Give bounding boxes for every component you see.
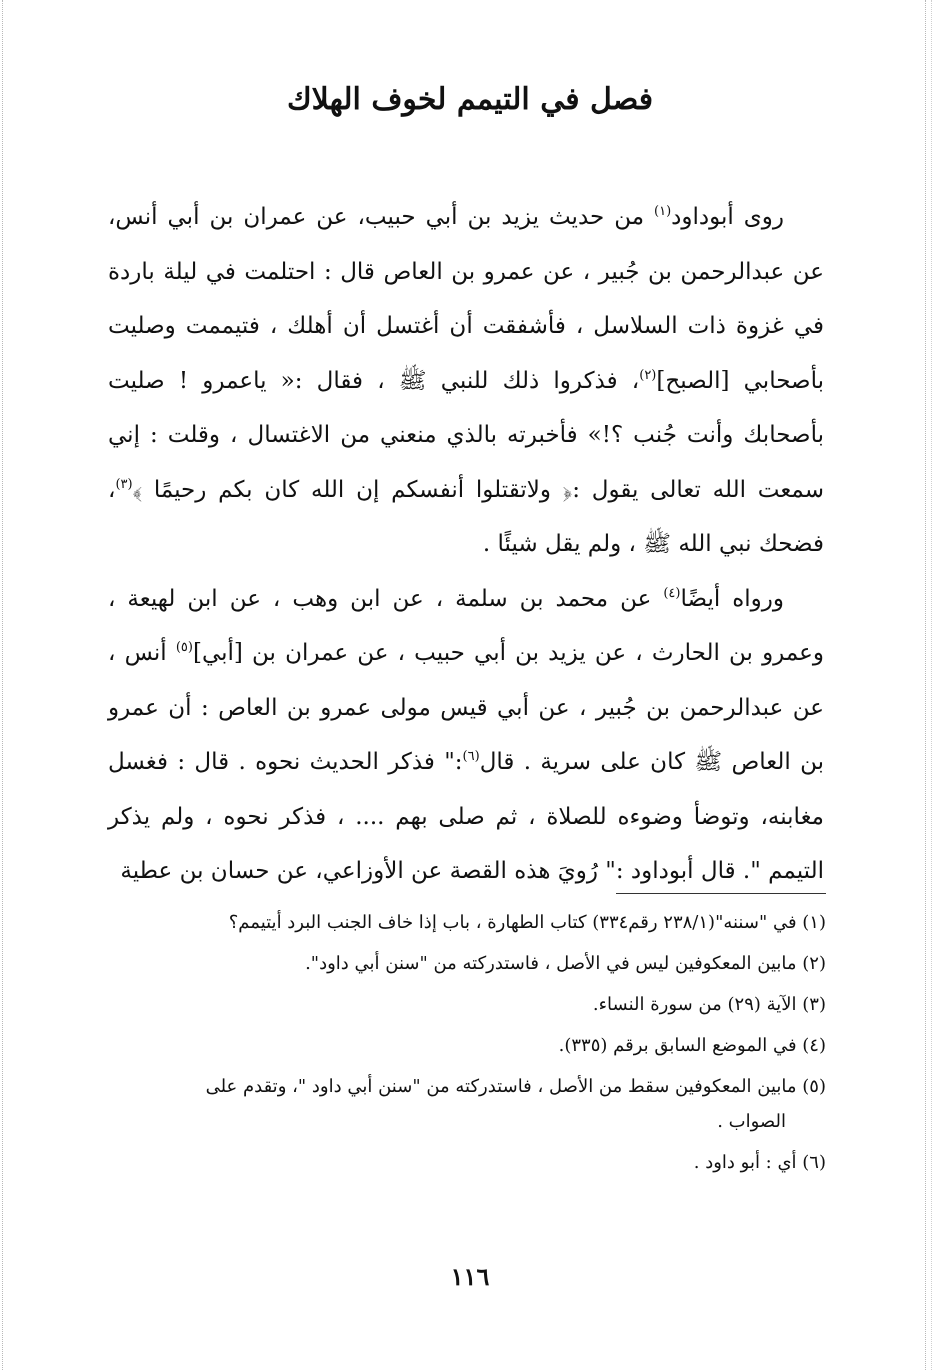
footnote-ref: (٤) <box>663 585 681 601</box>
footnote-2: (٢) مابين المعكوفين ليس في الأصل ، فاستدركته من "سنن أبي داود". <box>305 953 826 974</box>
text-run: ورواه أيضًا <box>680 585 784 612</box>
footnotes <box>108 905 826 1186</box>
footnote-ref: (٢) <box>639 367 657 383</box>
footnote-ref: (٦) <box>462 749 480 764</box>
text-run: روى أبوداود <box>671 204 785 230</box>
footnote-ref: (٣) <box>115 476 133 492</box>
text-run: عن محمد بن سلمة ، عن ابن وهب ، عن ابن لهيعة ، وعمرو بن الحارث ، عن يزيد بن أبي حبيب ، عن عمران بن [أبي] <box>108 585 824 666</box>
text-run: :" فذكر الحديث نحوه . قال : فغسل مغابنه، وتوضأ وضوءه للصلاة ، ثم صلى بهم .... ، فذكر نحوه ، ولم يذكر التيمم ". قال أبوداود :" رُويَ هذه القصة عن الأوزاعي، عن حسان بن عطية <box>108 749 824 884</box>
main-text <box>108 190 824 899</box>
footnote-3: (٣) الآية (٢٩) من سورة النساء. <box>592 994 826 1015</box>
footnote-ref: (١) <box>654 204 672 219</box>
text-run: ، فضحك نبي الله ﷺ ، ولم يقل شيئًا . <box>108 476 824 557</box>
paragraph-1 <box>108 190 824 572</box>
footnote-5-continuation: الصواب . <box>717 1111 786 1132</box>
text-run: من حديث يزيد بن أبي حبيب، عن عمران بن أبي أنس، عن عبدالرحمن بن جُبير ، عن عمرو بن العاص قال : احتلمت في ليلة باردة في غزوة ذات السلاسل ، فأشفقت أن أغتسل أن أهلك ، فتيممت وصليت بأصحابي [الصبح] <box>108 204 824 394</box>
scan-edge-left <box>2 0 3 1370</box>
scan-edge-right <box>925 0 926 1370</box>
paragraph-2 <box>108 572 824 899</box>
page-number: ١١٦ <box>450 1262 490 1291</box>
footnote-5: (٥) مابين المعكوفين سقط من الأصل ، فاستدركته من "سنن أبي داود "، وتقدم على <box>205 1076 826 1097</box>
footnote-separator <box>616 893 826 894</box>
footnote-ref: (٥) <box>175 640 193 655</box>
footnote-1: (١) في "سننه"(٢٣٨/١ رقم٣٣٤) كتاب الطهارة ، باب إذا خاف الجنب البرد أيتيمم؟ <box>228 912 826 933</box>
scan-edge-right-outer <box>931 0 932 1370</box>
footnote-4: (٤) في الموضع السابق برقم (٣٣٥). <box>558 1035 826 1056</box>
text-run: ، فذكروا ذلك للنبي ﷺ ، فقال :« ياعمرو ! صليت بأصحابك وأنت جُنب ؟!» فأخبرته بالذي منعني من الاغتسال ، وقلت : إني سمعت الله تعالى يقول :﴿ ولاتقتلوا أنفسكم إن الله كان بكم رحيمًا ﴾ <box>108 367 824 503</box>
footnote-6: (٦) أي : أبو داود . <box>693 1152 826 1173</box>
text-run: أنس ، عن عبدالرحمن بن جُبير ، عن أبي قيس مولى عمرو بن العاص : أن عمرو بن العاص ﷺ كان على سرية . قال <box>108 640 824 775</box>
section-title: فصل في التيمم لخوف الهلاك <box>286 82 654 117</box>
